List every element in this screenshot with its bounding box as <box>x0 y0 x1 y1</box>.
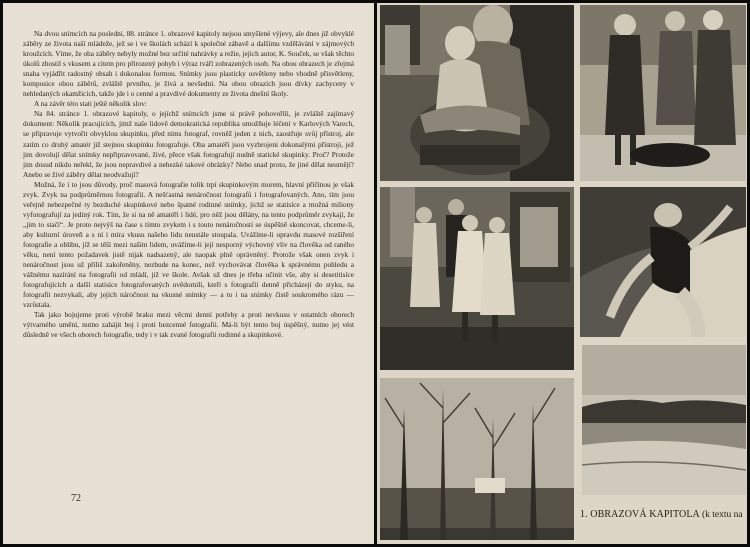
paragraph: Na dvou snímcích na posledni, 88. stránce 1. obrazové kapitoly nejsou smyšlené výjevy, ale dnes již obvyklé záběry ze života naší mládeže, jež se i ve školách schází k společné zábavě a dalšímu vzdělávání v zájmových kroužcích. Víme, že oba záběry nebyly možné bez určité nahrávky a režie, jejich autor, K. Souček, se však těchto úkolů zhostil s vkusem a citem pro přirozený pohyb i výraz tváří zobrazených osob. Na obou obrazech je zřejmá snaha vyjádřit radostný obsah i dokonalou formou. Snímky jsou plasticky osvětleny nebo vhodně přisvětleny, komposice obou záběrů, zvláště prvního, je živá a nevšední. Na obou obrazích jsou dívky zachyceny v nehledaných okamžicích, takže jde i o cenné a pravdivé dokumenty ze života dnešní školy. <box>23 29 354 99</box>
walking-women-photo <box>580 5 746 181</box>
paragraph: Možná, že i to jsou důvody, proč masová fotografie tolik trpí skupinkovým morem, hlavní příčinou je však zvyk. Zvyk na podprůměrnou fotografii. A nešťastná nenáročnost fotografů i fotografovaných. Ano, tím jsou veřejně nebezpečné ty bezduché skupinkové nebo špatné rodinné snímky, jichž se statisíce a možná miliony vyfotografují za jediný rok. Tím, že si na ně amatéři i lidé, pro něž jsou dělány, na tento podprůměr zvykají, že „jim to stačí“. Je proto nejvýš na čase s tímto zvykem i s touto nenáročností se úspěšně skoncovat, chceme-li, aby kulturní úroveň a s ní i míra vkusu našeho lidu neustále stoupala. Uvážíme-li opravdu masové rozšíření fotografie a oblibu, jíž se těší mezi naším lidem, uvážíme-li její nesporný výchovný vliv na člověka od raného věku, není tento požadavek jistě nijak nadsazený, ale naopak plně oprávněný. Protože však onen zvyk i nenáročnost jsou už příliš zakořeněny, nezbude na konec, než vychovávat člověka k správnému pohledu a vážnému nazírání na fotografii od mládí, již ve škole. Avšak už dnes je třeba učinit vše, aby si desetitisíce fotografujících a další statisíce fotografovaných uvědomili, kteří s fotografií denně přicházejí do styku, na fotografii nezvykali, aby jejich náročnost na vkusné snímky — a to i na snímky čistě soukromého rázu — vzrůstala. <box>23 179 354 310</box>
left-page <box>3 3 374 544</box>
chapter-caption <box>580 509 746 520</box>
sunbather-in-boat-photo <box>580 187 746 337</box>
park-trees-photo <box>380 378 574 540</box>
caption-note: (k textu na <box>701 510 743 520</box>
paragraph: A na závěr této stati ještě několik slov: <box>34 99 147 109</box>
woman-with-child-photo <box>380 5 574 181</box>
article-text <box>23 29 354 340</box>
caption-title: 1. OBRAZOVÁ KAPITOLA <box>580 509 700 520</box>
page-number: 72 <box>71 493 81 504</box>
paragraph: Na 84. stránce 1. obrazové kapitoly, o jejíchž snímcích jsme si právě pohovořili, je zvláště zajímavý dokument: Několik pracujících, jimž naše lidově demokratická republika umožňuje léčení v Karlových Varech, se připravuje vytvořit obvyklou skupinku, před níms fotograf, rovněž jeden z nich, zaostřuje svůj přístroj, ale zatím co druhý amatér již stejnou skupinku fotografuje. Oba amatéři jsou vyzbrojeni dokonalými přístroji, jež jim dovolují dělat snímky nepřipravované, živé, přece však fotografují nudně statické skupinky. Proč? Protože jim dosud nikdo neřekl, že jsou nepravdivé a nehezké takové obrázky? Nebo snad proto, že jiné dělat neumějí? Anebo se živé záběry dělat neodvažují? <box>23 109 354 179</box>
paragraph: Tak jako bojujeme proti výrobě braku mezi věcmi denní potřeby a proti nevkusu v ostatních oborech výtvarného umění, nutno zahájit boj i proti bezcenné fotografii. Má-li být tento boj úspěšný, nutno jej vést důsledně ve všech oborech fotografie, tedy i v tak zvané fotografii rodinné a skupinkové. <box>23 310 354 340</box>
river-landscape-photo <box>582 345 746 495</box>
family-group-photo <box>380 187 574 370</box>
